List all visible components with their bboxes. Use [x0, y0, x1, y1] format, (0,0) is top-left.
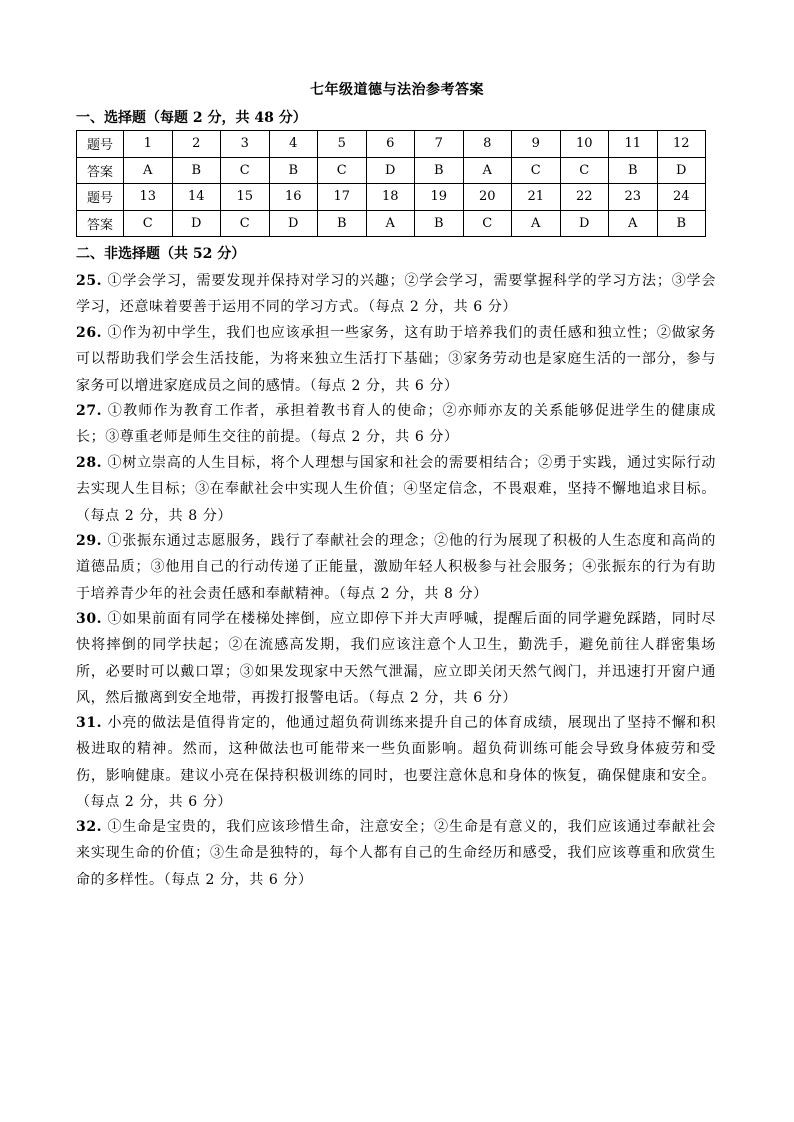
answer-text: ①教师作为教育工作者，承担着教书育人的使命；②亦师亦友的关系能够促进学生的健康成长；③尊重老师是师生交往的前提。（每点 2 分，共 6 分）	[76, 403, 716, 446]
table-cell: C	[512, 157, 561, 184]
table-cell: A	[512, 210, 561, 237]
table-cell: 12	[657, 131, 706, 158]
table-row	[77, 157, 706, 184]
table-cell: 4	[269, 131, 318, 158]
table-row	[77, 131, 706, 158]
table-cell: B	[172, 157, 221, 184]
table-cell: A	[366, 210, 415, 237]
table-cell: C	[221, 157, 270, 184]
answer-30	[76, 606, 716, 711]
table-cell: 6	[366, 131, 415, 158]
table-cell: 5	[318, 131, 367, 158]
table-row	[77, 210, 706, 237]
answer-table	[76, 130, 706, 237]
table-cell: B	[415, 157, 464, 184]
table-cell: 20	[463, 184, 512, 211]
table-cell: B	[657, 210, 706, 237]
table-cell: D	[657, 157, 706, 184]
table-cell: C	[221, 210, 270, 237]
table-cell: 18	[366, 184, 415, 211]
answer-text: ①张振东通过志愿服务，践行了奉献社会的理念；②他的行为展现了积极的人生态度和高尚的道德品质；③他用自己的行动传递了正能量，激励年轻人积极参与社会服务；④张振东的行为有助于培养青少年的社会责任感和奉献精神。（每点 2 分，共 8 分）	[76, 533, 716, 602]
table-cell: 11	[609, 131, 658, 158]
table-cell: D	[560, 210, 609, 237]
table-cell: 24	[657, 184, 706, 211]
page-title: 七年级道德与法治参考答案	[310, 82, 484, 98]
answer-27	[76, 398, 716, 451]
table-cell: 8	[463, 131, 512, 158]
table-cell: 16	[269, 184, 318, 211]
answer-text: ①生命是宝贵的，我们应该珍惜生命，注意安全；②生命是有意义的，我们应该通过奉献社会来实现生命的价值；③生命是独特的，每个人都有自己的生命经历和感受，我们应该尊重和欣赏生命的多样性。（每点 2 分，共 6 分）	[76, 819, 716, 888]
table-cell: B	[318, 210, 367, 237]
answer-25	[76, 268, 716, 321]
table-cell: 10	[560, 131, 609, 158]
table-cell: 7	[415, 131, 464, 158]
question-number: 25.	[76, 273, 103, 289]
table-cell: C	[124, 210, 173, 237]
question-number: 26.	[76, 325, 103, 341]
answer-text: ①如果前面有同学在楼梯处摔倒，应立即停下并大声呼喊，提醒后面的同学避免踩踏，同时尽快将摔倒的同学扶起；②在流感高发期，我们应该注意个人卫生，勤洗手，避免前往人群密集场所，必要时可以戴口罩；③如果发现家中天然气泄漏，应立即关闭天然气阀门，并迅速打开窗户通风，然后撤离到安全地带，再拨打报警电话。（每点 2 分，共 6 分）	[76, 611, 716, 706]
answer-28	[76, 450, 716, 529]
row-label: 题号	[77, 184, 124, 211]
table-cell: B	[269, 157, 318, 184]
table-cell: C	[463, 210, 512, 237]
section-heading-nonchoice: 二、非选择题（共 52 分）	[76, 246, 246, 262]
table-cell: B	[609, 157, 658, 184]
table-cell: 22	[560, 184, 609, 211]
table-cell: 9	[512, 131, 561, 158]
table-cell: D	[366, 157, 415, 184]
row-label: 答案	[77, 157, 124, 184]
row-label: 答案	[77, 210, 124, 237]
table-cell: C	[318, 157, 367, 184]
table-cell: 13	[124, 184, 173, 211]
table-cell: C	[560, 157, 609, 184]
table-cell: 15	[221, 184, 270, 211]
section-heading-choice: 一、选择题（每题 2 分，共 48 分）	[76, 110, 307, 126]
table-cell: 17	[318, 184, 367, 211]
table-cell: 23	[609, 184, 658, 211]
table-cell: B	[415, 210, 464, 237]
table-cell: D	[172, 210, 221, 237]
table-cell: 1	[124, 131, 173, 158]
row-label: 题号	[77, 131, 124, 158]
answer-text: ①学会学习，需要发现并保持对学习的兴趣；②学会学习，需要掌握科学的学习方法；③学会学习，还意味着要善于运用不同的学习方式。（每点 2 分，共 6 分）	[76, 273, 716, 316]
table-cell: 2	[172, 131, 221, 158]
answer-32	[76, 814, 716, 893]
table-cell: A	[609, 210, 658, 237]
table-row	[77, 184, 706, 211]
question-number: 27.	[76, 403, 103, 419]
table-cell: A	[463, 157, 512, 184]
table-cell: 21	[512, 184, 561, 211]
table-cell: 19	[415, 184, 464, 211]
answer-text: ①作为初中学生，我们也应该承担一些家务，这有助于培养我们的责任感和独立性；②做家务可以帮助我们学会生活技能，为将来独立生活打下基础；③家务劳动也是家庭生活的一部分，参与家务可以增进家庭成员之间的感情。（每点 2 分，共 6 分）	[76, 325, 716, 394]
answer-31	[76, 710, 716, 815]
question-number: 29.	[76, 533, 103, 549]
question-number: 32.	[76, 819, 103, 835]
question-number: 31.	[76, 715, 103, 731]
table-cell: 3	[221, 131, 270, 158]
question-number: 30.	[76, 611, 103, 627]
table-cell: D	[269, 210, 318, 237]
table-cell: A	[124, 157, 173, 184]
answer-text: 小亮的做法是值得肯定的，他通过超负荷训练来提升自己的体育成绩，展现出了坚持不懈和积极进取的精神。然而，这种做法也可能带来一些负面影响。超负荷训练可能会导致身体疲劳和受伤，影响健康。建议小亮在保持积极训练的同时，也要注意休息和身体的恢复，确保健康和安全。（每点 2 分，共 6 分）	[76, 715, 716, 810]
answer-26	[76, 320, 716, 399]
answer-text: ①树立崇高的人生目标，将个人理想与国家和社会的需要相结合；②勇于实践，通过实际行动去实现人生目标；③在奉献社会中实现人生价值；④坚定信念，不畏艰难，坚持不懈地追求目标。（每点 2 分，共 8 分）	[76, 455, 716, 524]
table-cell: 14	[172, 184, 221, 211]
answer-29	[76, 528, 716, 607]
question-number: 28.	[76, 455, 103, 471]
